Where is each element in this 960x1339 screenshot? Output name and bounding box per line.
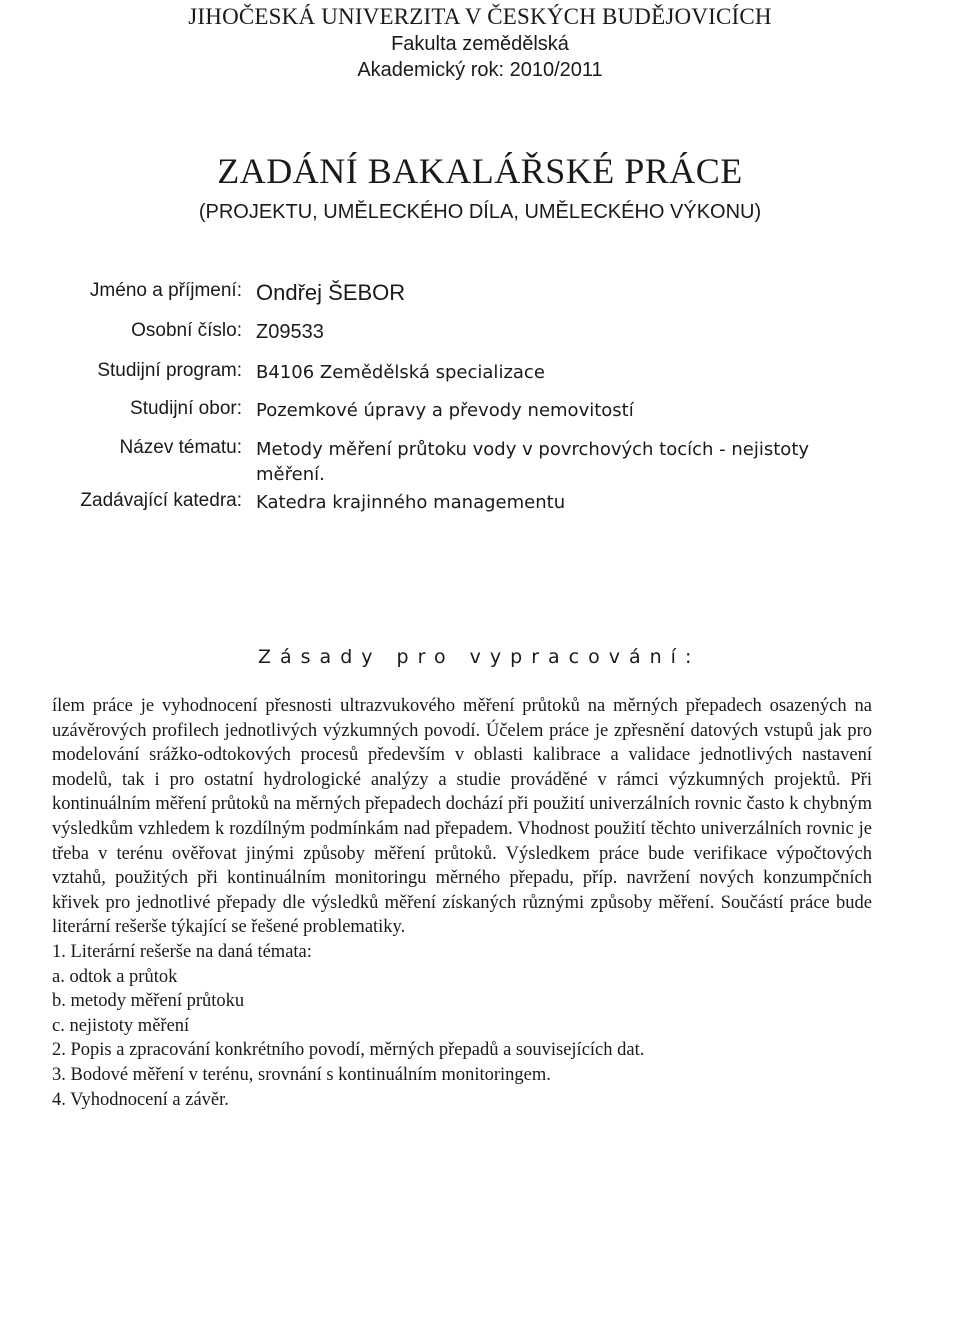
principles-paragraph: ílem práce je vyhodnocení přesnosti ultrazvukového měření průtoků na měrných přepadech osazených na uzávěrových profilech jednotlivých výzkumných povodí. Účelem práce je zpřesnění datových vstupů jak pro modelování srážko-odtokových procesů především v oblasti kalibrace a validace jednotlivých nastavení modelů, tak i pro ostatní hydrologické analýzy a studie prováděné v rámci výzkumných projektů. Při kontinuálním měření průtoků na měrných přepadech dochází při použití univerzálních rovnic často k chybným výsledkům vzhledem k rozdílným podmínkám nad přepadem. Vhodnost použití těchto univerzálních rovnic je třeba v terénu ověřovat jinými způsoby měření průtoků. Výsledkem práce bude verifikace výpočtových vztahů, použitých při kontinuálním monitoringu měrného přepadu, příp. navržení nových konzumpčních křivek pro jednotlivé přepady dle výsledků měření získaných různými způsoby měření. Součástí práce bude literární rešerše týkající se řešené problematiky. [52,696,872,938]
info-value: Pozemkové úpravy a převody nemovitostí [256,400,634,421]
list-item: 3. Bodové měření v terénu, srovnání s kontinuálním monitoringem. [52,1064,551,1085]
info-value: Ondřej ŠEBOR [256,280,406,305]
info-value: B4106 Zemědělská specializace [256,362,545,383]
list-item: c. nejistoty měření [52,1015,190,1036]
list-item: b. metody měření průtoku [52,991,245,1012]
info-value: Metody měření průtoku vody v povrchových tocích - nejistoty měření. [256,439,810,485]
document-subtitle: (PROJEKTU, UMĚLECKÉHO DÍLA, UMĚLECKÉHO VÝKONU) [198,201,762,223]
principles-body [52,694,872,1112]
info-value: Katedra krajinného managementu [256,492,566,513]
info-label: Osobní číslo: [131,320,242,341]
document-title: ZADÁNÍ BAKALÁŘSKÉ PRÁCE [217,151,743,191]
academic-year: Akademický rok: 2010/2011 [357,59,603,81]
info-label: Název tématu: [119,437,242,458]
principles-heading: Zásady pro vypracování: [258,646,701,668]
info-label: Zadávající katedra: [80,490,242,511]
university-name: JIHOČESKÁ UNIVERZITA V ČESKÝCH BUDĚJOVICÍCH [188,4,772,29]
info-label: Jméno a příjmení: [89,280,242,301]
list-item: 1. Literární rešerše na daná témata: [52,941,312,962]
list-item: a. odtok a průtok [52,966,178,987]
info-value: Z09533 [256,321,324,343]
info-label: Studijní obor: [130,398,242,419]
info-label: Studijní program: [97,360,242,381]
list-item: 4. Vyhodnocení a závěr. [52,1089,229,1110]
list-item: 2. Popis a zpracování konkrétního povodí, měrných přepadů a souvisejících dat. [52,1040,645,1061]
faculty-name: Fakulta zemědělská [391,33,569,55]
